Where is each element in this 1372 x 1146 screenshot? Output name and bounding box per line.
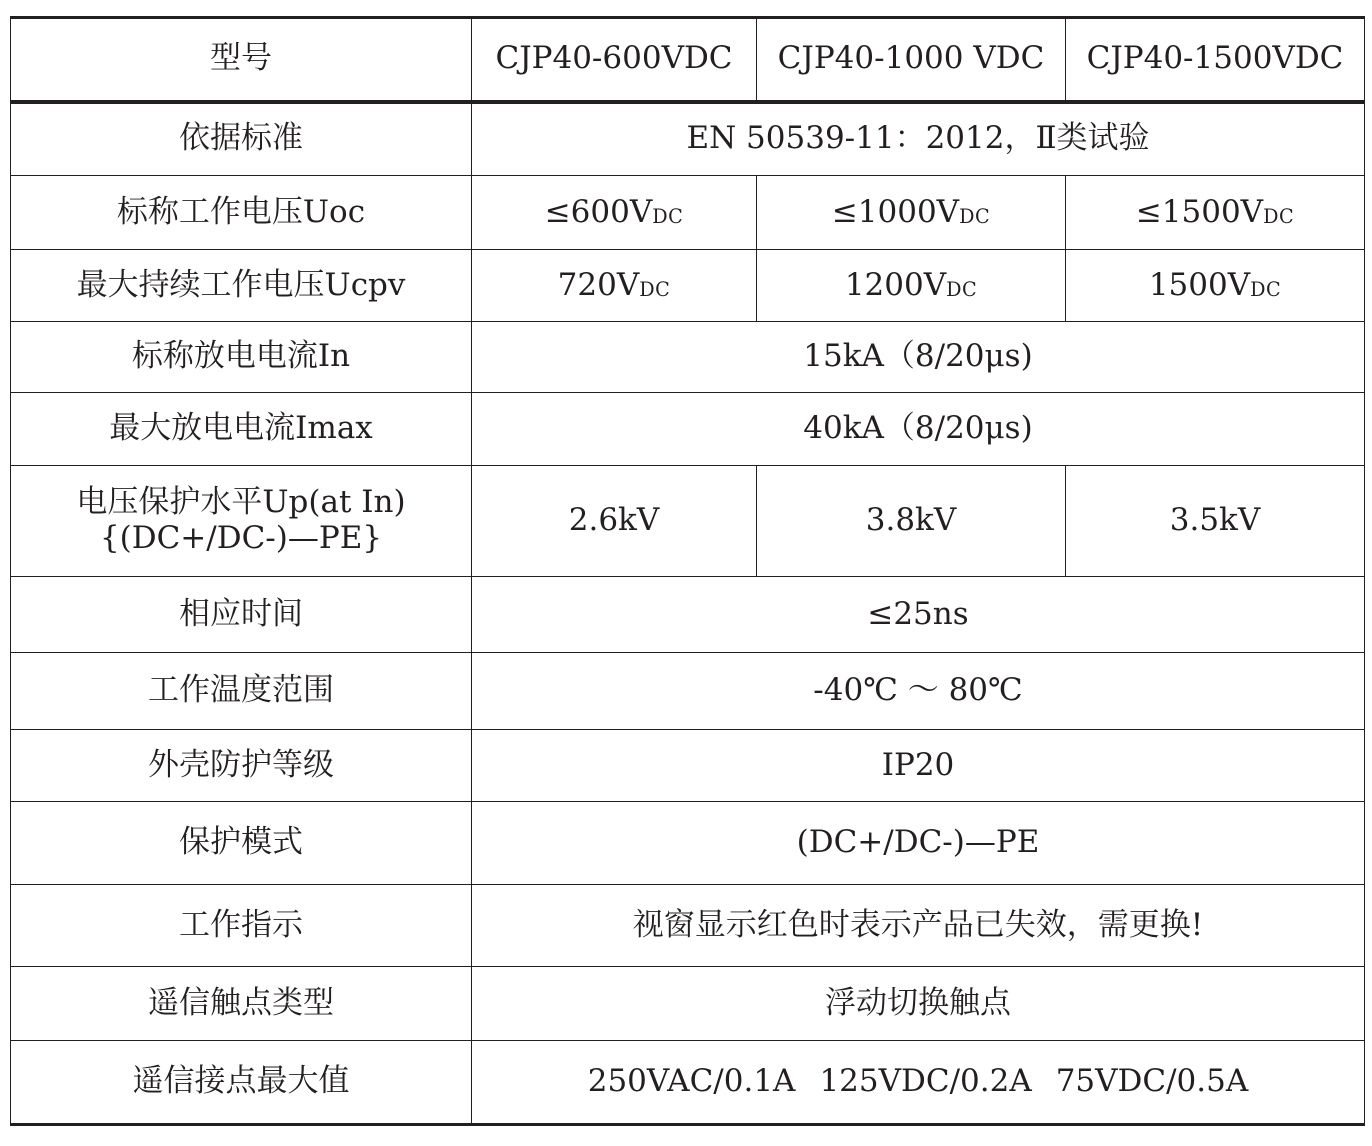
model-label: 型号 xyxy=(11,18,472,102)
in-value: 15kA（8/20μs) xyxy=(472,322,1365,393)
ucpv-value-1000 xyxy=(757,250,1066,322)
ucpv-value-main: 1200V xyxy=(844,266,947,303)
contact-max-ac: 250VAC/0.1A xyxy=(587,1063,796,1100)
uoc-value-1000 xyxy=(757,176,1066,250)
mode-value: (DC+/DC-)—PE xyxy=(472,802,1365,885)
temp-row xyxy=(11,653,1365,730)
contact-max-value xyxy=(472,1041,1365,1125)
in-row xyxy=(11,322,1365,393)
response-value: ≤25ns xyxy=(472,577,1365,653)
indicator-label: 工作指示 xyxy=(11,885,472,967)
standard-value: EN 50539-11：2012，Ⅱ类试验 xyxy=(472,102,1365,176)
ip-row xyxy=(11,730,1365,802)
contact-max-row xyxy=(11,1041,1365,1125)
up-label-line1: 电压保护水平Up(at In) xyxy=(76,484,406,521)
mode-row xyxy=(11,802,1365,885)
contact-type-value: 浮动切换触点 xyxy=(472,967,1365,1041)
ucpv-value-main: 1500V xyxy=(1148,266,1251,303)
up-value-600: 2.6kV xyxy=(472,466,757,577)
contact-max-dc-125: 125VDC/0.2A xyxy=(819,1063,1032,1100)
uoc-value-unit: DC xyxy=(959,204,991,228)
up-value-1000: 3.8kV xyxy=(757,466,1066,577)
imax-row xyxy=(11,393,1365,466)
ucpv-row xyxy=(11,250,1365,322)
spec-table xyxy=(10,16,1365,1126)
ucpv-value-main: 720V xyxy=(557,266,640,303)
indicator-row xyxy=(11,885,1365,967)
imax-value: 40kA（8/20μs) xyxy=(472,393,1365,466)
uoc-value-1500 xyxy=(1066,176,1365,250)
ucpv-value-unit: DC xyxy=(946,277,978,301)
model-1500vdc: CJP40-1500VDC xyxy=(1066,18,1365,102)
in-label: 标称放电电流In xyxy=(11,322,472,393)
up-label-line2: {(DC+/DC-)—PE} xyxy=(99,520,383,556)
contact-max-dc-75: 75VDC/0.5A xyxy=(1055,1063,1249,1100)
model-1000vdc: CJP40-1000 VDC xyxy=(757,18,1066,102)
response-row xyxy=(11,577,1365,653)
ucpv-label: 最大持续工作电压Ucpv xyxy=(11,250,472,322)
model-600vdc: CJP40-600VDC xyxy=(472,18,757,102)
temp-label: 工作温度范围 xyxy=(11,653,472,730)
uoc-value-main: ≤600V xyxy=(544,193,653,230)
uoc-value-unit: DC xyxy=(652,204,684,228)
ucpv-value-1500 xyxy=(1066,250,1365,322)
ip-label: 外壳防护等级 xyxy=(11,730,472,802)
ucpv-value-600 xyxy=(472,250,757,322)
uoc-value-600 xyxy=(472,176,757,250)
up-label xyxy=(11,466,472,577)
standard-row xyxy=(11,102,1365,176)
mode-label: 保护模式 xyxy=(11,802,472,885)
contact-max-label: 遥信接点最大值 xyxy=(11,1041,472,1125)
up-value-1500: 3.5kV xyxy=(1066,466,1365,577)
uoc-row xyxy=(11,176,1365,250)
ip-value: IP20 xyxy=(472,730,1365,802)
uoc-value-main: ≤1500V xyxy=(1135,193,1264,230)
indicator-value: 视窗显示红色时表示产品已失效，需更换! xyxy=(472,885,1365,967)
contact-type-row xyxy=(11,967,1365,1041)
uoc-label: 标称工作电压Uoc xyxy=(11,176,472,250)
contact-type-label: 遥信触点类型 xyxy=(11,967,472,1041)
uoc-value-main: ≤1000V xyxy=(831,193,960,230)
response-label: 相应时间 xyxy=(11,577,472,653)
header-row xyxy=(11,18,1365,102)
up-row xyxy=(11,466,1365,577)
imax-label: 最大放电电流Imax xyxy=(11,393,472,466)
uoc-value-unit: DC xyxy=(1263,204,1295,228)
temp-value: -40℃ ～ 80℃ xyxy=(472,653,1365,730)
ucpv-value-unit: DC xyxy=(639,277,671,301)
standard-label: 依据标准 xyxy=(11,102,472,176)
ucpv-value-unit: DC xyxy=(1250,277,1282,301)
